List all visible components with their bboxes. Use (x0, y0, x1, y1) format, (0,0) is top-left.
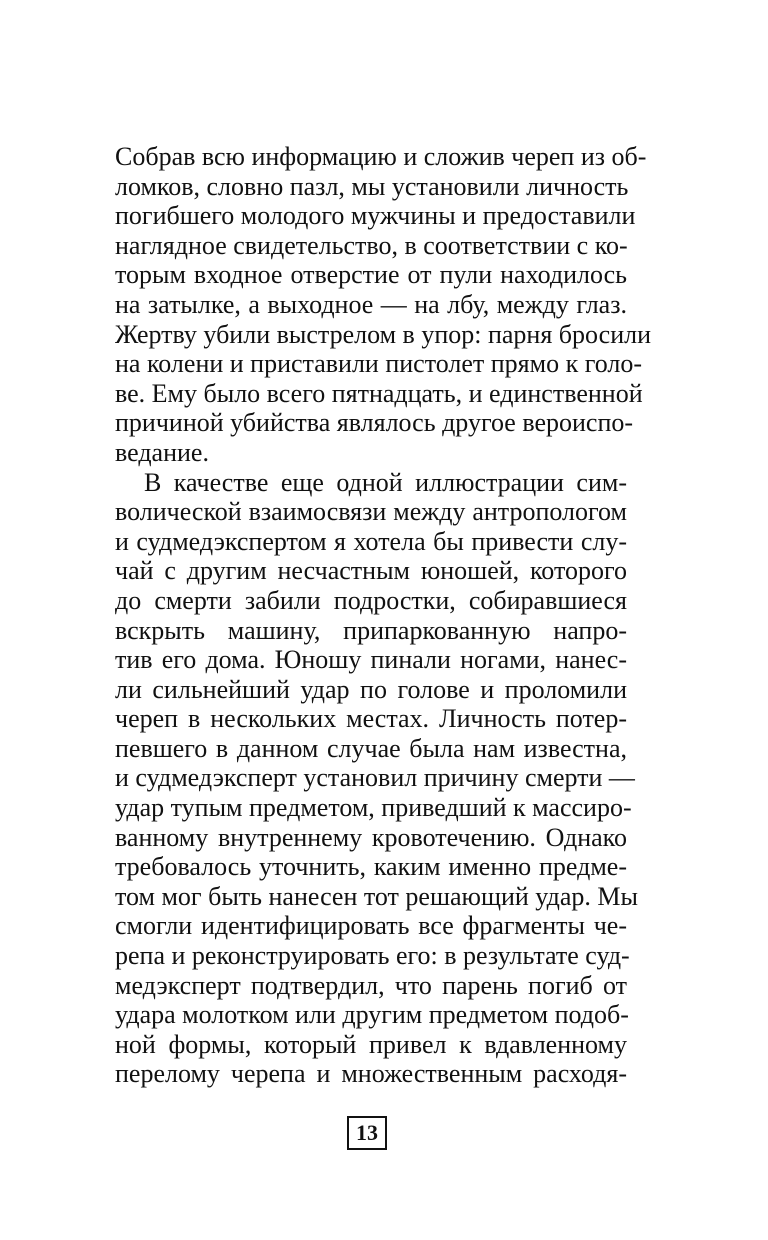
text-line: перелому черепа и множественным расходя- (115, 1059, 627, 1089)
text-line: ломков, словно пазл, мы установили личность (115, 171, 629, 201)
text-line: наглядное свидетельство, в соответствии с ко- (115, 230, 628, 260)
text-line: погибшего молодого мужчины и предоставили (115, 201, 636, 231)
text-line: волической взаимосвязи между антропологом (115, 497, 627, 527)
text-line: торым входное отверстие от пули находилось (115, 260, 627, 290)
text-line: репа и реконструировать его: в результате суд- (115, 941, 630, 971)
text-line: медэксперт подтвердил, что парень погиб от (115, 970, 627, 1000)
text-line: чай с другим несчастным юношей, которого (115, 556, 627, 586)
text-line: том мог быть нанесен тот решающий удар. Мы (115, 881, 639, 911)
paragraph-2 (115, 467, 639, 1089)
paragraph-1 (115, 142, 652, 468)
text-line: на колени и приставили пистолет прямо к голо- (115, 349, 643, 379)
text-line: ве. Ему было всего пятнадцать, и единственной (115, 378, 643, 408)
text-line: удар тупым предметом, приведший к массиро- (115, 793, 632, 823)
text-line: требовалось уточнить, каким именно предме- (115, 852, 627, 882)
text-line: и судмедэкспертом я хотела бы привести слу- (115, 526, 627, 556)
text-line: и судмедэксперт установил причину смерти — (115, 763, 635, 793)
text-line: смогли идентифицировать все фрагменты че- (115, 911, 627, 941)
text-line: ной формы, который привел к вдавленному (115, 1029, 627, 1059)
text-line: до смерти забили подростки, собиравшиеся (115, 585, 627, 615)
text-line: ли сильнейший удар по голове и проломили (115, 674, 627, 704)
text-line: Собрав всю информацию и сложив череп из об- (115, 142, 647, 171)
text-line: певшего в данном случае была нам известна, (115, 733, 627, 763)
text-line: удара молотком или другим предметом подоб- (115, 1000, 629, 1030)
page-text (115, 142, 652, 1089)
page-number: 13 (347, 1116, 387, 1150)
text-line: Жертву убили выстрелом в упор: парня бросили (115, 319, 652, 349)
text-line: на затылке, а выходное — на лбу, между глаз. (115, 289, 627, 319)
text-line: тив его дома. Юношу пинали ногами, нанес- (115, 645, 627, 675)
text-line: ванному внутреннему кровотечению. Однако (115, 822, 627, 852)
text-line: ведание. (115, 437, 209, 467)
text-line: череп в нескольких местах. Личность потер- (115, 704, 627, 734)
text-line: причиной убийства являлось другое вероиспо- (115, 408, 634, 438)
text-line: вскрыть машину, припаркованную напро- (115, 615, 627, 645)
text-line: В качестве еще одной иллюстрации сим- (144, 467, 627, 497)
